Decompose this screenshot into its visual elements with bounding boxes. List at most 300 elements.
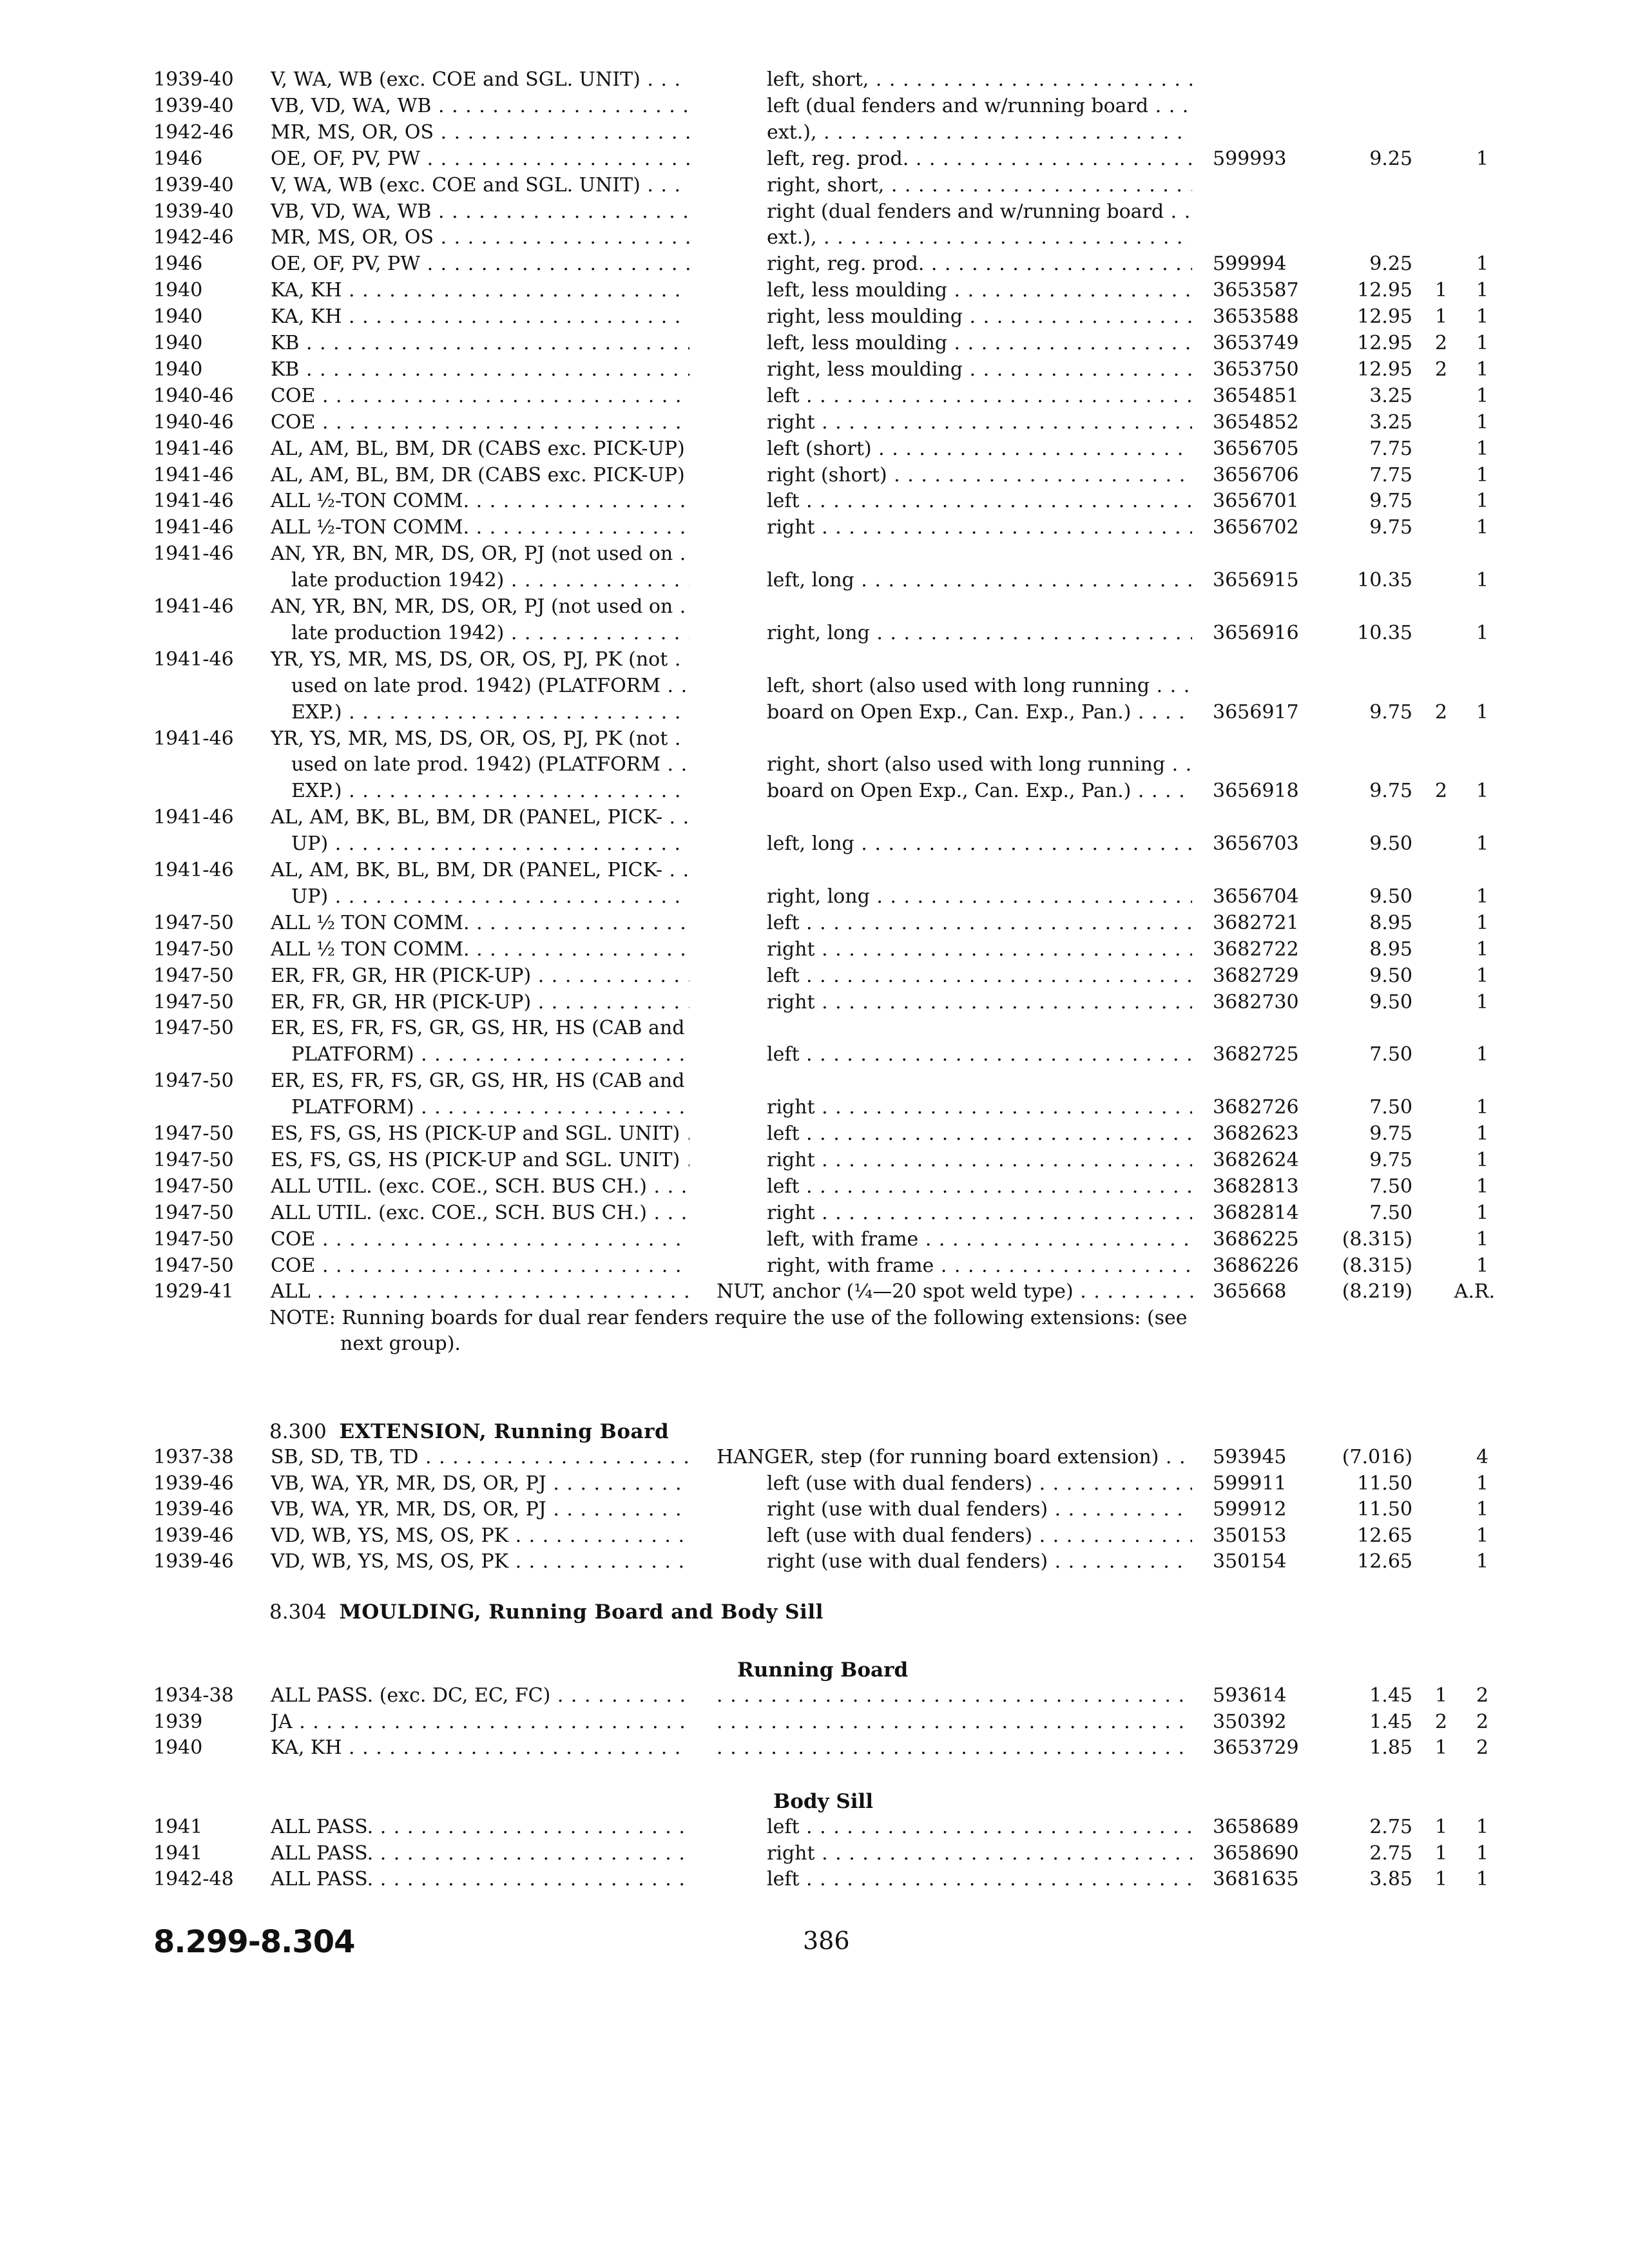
part-number-cell: 3656706 [1213,463,1299,486]
model-cell-text: UP) . . . [291,884,689,910]
model-cell-text: MR, MS, OR, OS . . . [271,120,689,146]
part-number-cell: 3682814 [1213,1201,1299,1224]
part-number-cell: 593945 [1213,1446,1287,1468]
weight-cell: 1.85 [1369,1736,1412,1759]
weight-cell: 12.65 [1357,1524,1412,1547]
model-cell-text: ALL UTIL. (exc. COE., SCH. BUS CH.) . . . [271,1200,689,1226]
description-cell-text: left, with frame . . . [767,1227,1192,1253]
table-row [0,1174,1629,1200]
table-row [0,1148,1629,1173]
quantity-cell: 1 [1476,885,1489,908]
model-cell-text: PLATFORM) . . . [291,1042,689,1068]
part-number-cell: 350153 [1213,1524,1287,1547]
description-cell-text [717,1709,1193,1735]
part-number-cell: 3656917 [1213,700,1299,724]
year-cell: 1947-50 [153,964,234,987]
quantity-cell: 1 [1476,1201,1489,1224]
weight-cell: 9.50 [1369,990,1412,1014]
weight-cell: 12.95 [1357,279,1412,302]
table-row [0,673,1629,699]
part-number-cell: 3656705 [1213,437,1299,460]
model-cell-text: late production 1942) . . . [291,620,689,646]
part-number-cell: 3653588 [1213,305,1299,329]
table-row [0,805,1629,831]
description-cell-text: left, long . . . [767,831,1192,857]
year-cell: 1940-46 [153,384,234,407]
quantity-cell: 1 [1476,569,1489,592]
part-number-cell: 3686226 [1213,1254,1299,1277]
model-cell-text: ER, ES, FR, FS, GR, GS, HR, HS (CAB and . . . [271,1015,689,1041]
description-cell-text: right, long . . . [767,884,1192,910]
table-row [0,778,1629,804]
table-row [0,1523,1629,1549]
model-cell-text: VB, VD, WA, WB . . . [271,199,689,225]
model-cell-text: ALL UTIL. (exc. COE., SCH. BUS CH.) . . . [271,1174,689,1200]
table-row [0,173,1629,198]
table-row [0,1814,1629,1840]
weight-cell: 9.75 [1369,1148,1412,1171]
part-number-cell: 3656915 [1213,569,1299,592]
weight-cell: (8.219) [1342,1280,1412,1303]
model-cell-text: PLATFORM) . . . [291,1095,689,1120]
quantity-cell: 1 [1476,410,1489,434]
description-cell-text: left (short) . . . [767,436,1192,462]
model-cell-text: ER, FR, GR, HR (PICK-UP) . . . [271,990,689,1015]
weight-cell: 9.75 [1369,780,1412,803]
year-cell: 1947-50 [153,1070,234,1093]
quantity-cell: 1 [1476,1841,1489,1865]
year-cell: 1947-50 [153,1254,234,1277]
year-cell: 1941-46 [153,490,234,513]
year-cell: 1940-46 [153,410,234,434]
quantity-cell: 2 [1434,700,1447,724]
model-cell-text: VB, WA, YR, MR, DS, OR, PJ . . . [271,1471,689,1497]
quantity-cell: 2 [1434,332,1447,354]
part-number-cell: 3658690 [1213,1841,1299,1865]
description-cell-text: left . . . [767,1042,1192,1068]
model-cell-text: VD, WB, YS, MS, OS, PK . . . [271,1549,689,1575]
year-cell: 1941-46 [153,543,234,566]
part-number-cell: 3656701 [1213,490,1299,513]
weight-cell: 10.35 [1357,621,1412,644]
year-cell: 1940 [153,332,203,354]
description-cell-text: left . . . [767,1814,1192,1840]
table-row [0,647,1629,673]
table-row [0,436,1629,462]
year-cell: 1947-50 [153,911,234,934]
table-row [0,278,1629,303]
table-row [0,1471,1629,1497]
part-number-cell: 3656916 [1213,621,1299,644]
description-cell-text: right, reg. prod. . . . [767,251,1192,277]
quantity-cell: 1 [1476,358,1489,381]
part-number-cell: 3656703 [1213,832,1299,856]
description-cell-text: right (use with dual fenders) . . . [767,1497,1192,1523]
weight-cell: 2.75 [1369,1816,1412,1838]
model-cell-text: ALL PASS. . . . [271,1867,689,1892]
weight-cell: (7.016) [1342,1446,1412,1468]
quantity-cell: 1 [1476,621,1489,644]
year-cell: 1941 [153,1841,203,1865]
description-cell-text: right . . . [767,515,1192,541]
weight-cell: 9.75 [1369,516,1412,539]
quantity-cell: 1 [1476,1043,1489,1066]
table-row [0,752,1629,778]
description-cell-text [717,1735,1193,1761]
part-number-cell: 3654852 [1213,410,1299,434]
description-cell-text: right (dual fenders and w/running board . . . [767,199,1192,225]
quantity-cell: 1 [1476,964,1489,987]
model-cell-text: VB, WA, YR, MR, DS, OR, PJ . . . [271,1497,689,1523]
table-row [0,1200,1629,1226]
part-number-cell: 350154 [1213,1550,1287,1573]
weight-cell: 10.35 [1357,569,1412,592]
description-cell-text: board on Open Exp., Can. Exp., Pan.) . . . [767,700,1192,726]
quantity-cell: 1 [1476,1550,1489,1573]
year-cell: 1941-46 [153,727,234,750]
year-cell: 1939 [153,1710,203,1733]
quantity-cell: 1 [1434,279,1447,302]
weight-cell: 9.75 [1369,700,1412,724]
description-cell-text: left, less moulding . . . [767,331,1192,356]
weight-cell: 9.50 [1369,964,1412,987]
model-cell-text: KA, KH . . . [271,304,689,330]
table-row [0,831,1629,857]
quantity-cell: 1 [1476,1816,1489,1838]
table-row [0,910,1629,936]
description-cell-text: board on Open Exp., Can. Exp., Pan.) . . . [767,778,1192,804]
note-line-2: next group). [340,1332,461,1355]
model-cell-text: AN, YR, BN, MR, DS, OR, PJ (not used on . . . [271,541,689,567]
table-row [0,251,1629,277]
weight-cell: 7.50 [1369,1175,1412,1198]
quantity-cell: 1 [1434,1841,1447,1865]
weight-cell: (8.315) [1342,1254,1412,1277]
description-cell-text: left . . . [767,1867,1192,1892]
weight-cell: 7.50 [1369,1043,1412,1066]
quantity-cell: 1 [1476,937,1489,961]
weight-cell: 9.75 [1369,1122,1412,1145]
note-line-1: NOTE: Running boards for dual rear fenders require the use of the following extensions: (see [269,1307,1188,1329]
model-cell-text: late production 1942) . . . [291,568,689,593]
part-number-cell: 599993 [1213,147,1287,170]
table-row [0,331,1629,356]
table-row [0,541,1629,567]
table-row [0,620,1629,646]
model-cell-text: AL, AM, BL, BM, DR (CABS exc. PICK-UP) . . . [271,436,689,462]
year-cell: 1947-50 [153,1201,234,1224]
section-number: 8.300 [269,1420,327,1443]
weight-cell: 12.95 [1357,358,1412,381]
weight-cell: 7.50 [1369,1201,1412,1224]
description-cell-text: left, short (also used with long running . . . [767,673,1192,699]
description-cell-text: right, less moulding . . . [767,304,1192,330]
table-row [0,1735,1629,1761]
weight-cell: 3.85 [1369,1868,1412,1890]
table-row [0,1227,1629,1253]
model-cell-text: used on late prod. 1942) (PLATFORM . . . [291,752,689,778]
description-cell-text: left . . . [767,488,1192,514]
model-cell-text: ALL ½ TON COMM. . . . [271,910,689,936]
year-cell: 1946 [153,253,203,276]
part-number-cell: 3686225 [1213,1227,1299,1251]
quantity-cell: 1 [1476,1096,1489,1119]
model-cell-text: UP) . . . [291,831,689,857]
part-number-cell: 350392 [1213,1710,1287,1733]
year-cell: 1939-46 [153,1524,234,1547]
model-cell-text: JA . . . [271,1709,689,1735]
weight-cell: 9.25 [1369,147,1412,170]
quantity-cell: 1 [1476,1524,1489,1547]
model-cell-text: ALL PASS. . . . [271,1814,689,1840]
model-cell-text: used on late prod. 1942) (PLATFORM . . . [291,673,689,699]
part-number-cell: 3682726 [1213,1096,1299,1119]
part-number-cell: 3653750 [1213,358,1299,381]
quantity-cell: 2 [1476,1736,1489,1759]
part-number-cell: 3682730 [1213,990,1299,1014]
table-row [0,594,1629,620]
quantity-cell: 1 [1476,1254,1489,1277]
description-cell-text: left, long . . . [767,568,1192,593]
year-cell: 1941-46 [153,595,234,618]
description-cell-text: left . . . [767,1174,1192,1200]
model-cell-text: ALL PASS. . . . [271,1841,689,1867]
description-cell-text: right . . . [767,1095,1192,1120]
weight-cell: 8.95 [1369,911,1412,934]
quantity-cell: 1 [1476,437,1489,460]
table-row [0,1095,1629,1120]
quantity-cell: 1 [1476,253,1489,276]
page-number: 386 [803,1927,850,1955]
weight-cell: 12.95 [1357,305,1412,329]
year-cell: 1942-46 [153,120,234,144]
model-cell-text: YR, YS, MR, MS, DS, OR, OS, PJ, PK (not . . . [271,647,689,673]
weight-cell: 7.75 [1369,463,1412,486]
model-cell-text: EXP.) . . . [291,700,689,726]
model-cell [271,1867,689,1899]
year-cell: 1939-40 [153,68,234,91]
model-cell-text: COE . . . [271,383,689,409]
year-cell: 1939-40 [153,173,234,197]
table-row [0,383,1629,409]
model-cell-text: ALL ½-TON COMM. . . . [271,515,689,541]
weight-cell: 8.95 [1369,937,1412,961]
table-row [0,488,1629,514]
section-title: EXTENSION, Running Board [339,1420,670,1443]
year-cell: 1940 [153,305,203,329]
model-cell-text: EXP.) . . . [291,778,689,804]
model-cell-text: AL, AM, BL, BM, DR (CABS exc. PICK-UP) . . . [271,463,689,488]
section-heading-8300 [269,1418,669,1446]
description-cell-text: right . . . [767,1148,1192,1173]
table-row [0,963,1629,989]
year-cell: 1939-46 [153,1498,234,1521]
part-number-cell: 3682623 [1213,1122,1299,1145]
quantity-cell: 1 [1476,516,1489,539]
table-row [0,1253,1629,1279]
year-cell: 1941-46 [153,463,234,486]
description-cell-text: right (use with dual fenders) . . . [767,1549,1192,1575]
description-cell-text: right, with frame . . . [767,1253,1192,1279]
description-cell-text: left, reg. prod. . . . [767,146,1192,172]
table-row [0,700,1629,726]
model-cell-text: ES, FS, GS, HS (PICK-UP and SGL. UNIT) . . . [271,1121,689,1147]
part-number-cell: 3653729 [1213,1736,1299,1759]
year-cell: 1941-46 [153,648,234,671]
year-cell: 1934-38 [153,1684,234,1707]
model-cell-text: COE . . . [271,1227,689,1253]
description-cell-text: left, less moulding . . . [767,278,1192,303]
quantity-cell: 1 [1476,700,1489,724]
part-number-cell: 3656704 [1213,885,1299,908]
year-cell: 1947-50 [153,1017,234,1040]
year-cell: 1940 [153,1736,203,1759]
table-row [0,884,1629,910]
year-cell: 1947-50 [153,1227,234,1251]
quantity-cell: 1 [1476,1472,1489,1495]
table-row [0,858,1629,883]
weight-cell: 12.65 [1357,1550,1412,1573]
year-cell: 1939-40 [153,200,234,223]
year-cell: 1929-41 [153,1280,234,1303]
subheading-running-board: Running Board [737,1658,909,1682]
model-cell-text: ALL PASS. (exc. DC, EC, FC) . . . [271,1683,689,1709]
part-number-cell: 3682624 [1213,1148,1299,1171]
year-cell: 1947-50 [153,1122,234,1145]
weight-cell: 7.75 [1369,437,1412,460]
group-range: 8.299-8.304 [153,1924,355,1960]
model-cell-text: V, WA, WB (exc. COE and SGL. UNIT) . . . [271,67,689,93]
weight-cell: 9.25 [1369,253,1412,276]
description-cell [717,1735,1193,1768]
description-cell-text: right . . . [767,1841,1192,1867]
quantity-cell: 2 [1434,780,1447,803]
table-row [0,515,1629,541]
model-cell-text: ER, ES, FR, FS, GR, GS, HR, HS (CAB and . . . [271,1068,689,1094]
year-cell: 1939-40 [153,94,234,117]
table-row [0,463,1629,488]
model-cell-text: OE, OF, PV, PW . . . [271,146,689,172]
part-number-cell: 3656918 [1213,780,1299,803]
quantity-cell: 2 [1476,1710,1489,1733]
year-cell: 1941-46 [153,437,234,460]
part-number-cell: 3682725 [1213,1043,1299,1066]
quantity-cell: A.R. [1454,1280,1495,1303]
quantity-cell: 1 [1476,780,1489,803]
quantity-cell: 2 [1476,1684,1489,1707]
weight-cell: 3.25 [1369,384,1412,407]
year-cell: 1939-46 [153,1550,234,1573]
subheading-body-sill: Body Sill [773,1790,874,1813]
table-row [0,120,1629,146]
year-cell: 1942-48 [153,1868,234,1890]
part-number-cell: 3658689 [1213,1816,1299,1838]
part-number-cell: 3653587 [1213,279,1299,302]
year-cell: 1947-50 [153,1148,234,1171]
table-row [0,726,1629,752]
part-number-cell: 3654851 [1213,384,1299,407]
description-cell-text: left . . . [767,383,1192,409]
quantity-cell: 1 [1434,1868,1447,1890]
model-cell-text: COE . . . [271,410,689,436]
description-cell-text: left (dual fenders and w/running board . . . [767,93,1192,119]
quantity-cell: 1 [1434,1684,1447,1707]
model-cell-text: VB, VD, WA, WB . . . [271,93,689,119]
weight-cell: 9.50 [1369,885,1412,908]
table-row [0,1709,1629,1735]
year-cell: 1942-46 [153,226,234,249]
part-number-cell: 3656702 [1213,516,1299,539]
quantity-cell: 1 [1476,1227,1489,1251]
table-row [0,67,1629,93]
description-cell-text: left . . . [767,963,1192,989]
model-cell-text: KA, KH . . . [271,1735,689,1761]
weight-cell: 1.45 [1369,1684,1412,1707]
year-cell: 1946 [153,147,203,170]
model-cell-text: MR, MS, OR, OS . . . [271,225,689,251]
description-cell-text: left (use with dual fenders) . . . [767,1523,1192,1549]
year-cell: 1940 [153,358,203,381]
description-cell-text: left (use with dual fenders) . . . [767,1471,1192,1497]
part-number-cell: 3682721 [1213,911,1299,934]
weight-cell: 11.50 [1357,1472,1412,1495]
part-number-cell: 599994 [1213,253,1287,276]
year-cell: 1941-46 [153,859,234,881]
quantity-cell: 1 [1476,911,1489,934]
description-cell-text: right . . . [767,937,1192,963]
part-number-cell: 3682729 [1213,964,1299,987]
model-cell-text: ALL ½-TON COMM. . . . [271,488,689,514]
table-row [0,1867,1629,1892]
model-cell-text: KB . . . [271,357,689,383]
year-cell: 1947-50 [153,937,234,961]
description-cell-text: right . . . [767,990,1192,1015]
part-number-cell: 365668 [1213,1280,1287,1303]
description-cell-text: ext.), . . . [767,225,1192,251]
section-heading-8304 [269,1598,824,1626]
quantity-cell: 1 [1476,832,1489,856]
year-cell: 1937-38 [153,1446,234,1468]
description-cell-text: right, less moulding . . . [767,357,1192,383]
section-title: MOULDING, Running Board and Body Sill [339,1600,824,1624]
year-cell: 1941-46 [153,806,234,829]
table-row [0,990,1629,1015]
weight-cell: 12.95 [1357,332,1412,354]
year-cell: 1947-50 [153,990,234,1014]
quantity-cell: 1 [1476,384,1489,407]
part-number-cell: 3682813 [1213,1175,1299,1198]
table-row [0,1121,1629,1147]
description-cell-text: left . . . [767,1121,1192,1147]
weight-cell: 3.25 [1369,410,1412,434]
table-row [0,1549,1629,1575]
part-number-cell: 599912 [1213,1498,1287,1521]
quantity-cell: 1 [1476,305,1489,329]
model-cell-text: AL, AM, BK, BL, BM, DR (PANEL, PICK- . . . [271,805,689,831]
year-cell: 1941 [153,1816,203,1838]
description-cell-text [717,1683,1193,1709]
table-row [0,937,1629,963]
description-cell [767,1867,1192,1899]
quantity-cell: 1 [1476,147,1489,170]
quantity-cell: 1 [1476,490,1489,513]
description-cell [767,1549,1192,1582]
year-cell: 1939-46 [153,1472,234,1495]
table-row [0,1015,1629,1041]
part-number-cell: 599911 [1213,1472,1287,1495]
table-row [0,1068,1629,1094]
weight-cell: (8.315) [1342,1227,1412,1251]
